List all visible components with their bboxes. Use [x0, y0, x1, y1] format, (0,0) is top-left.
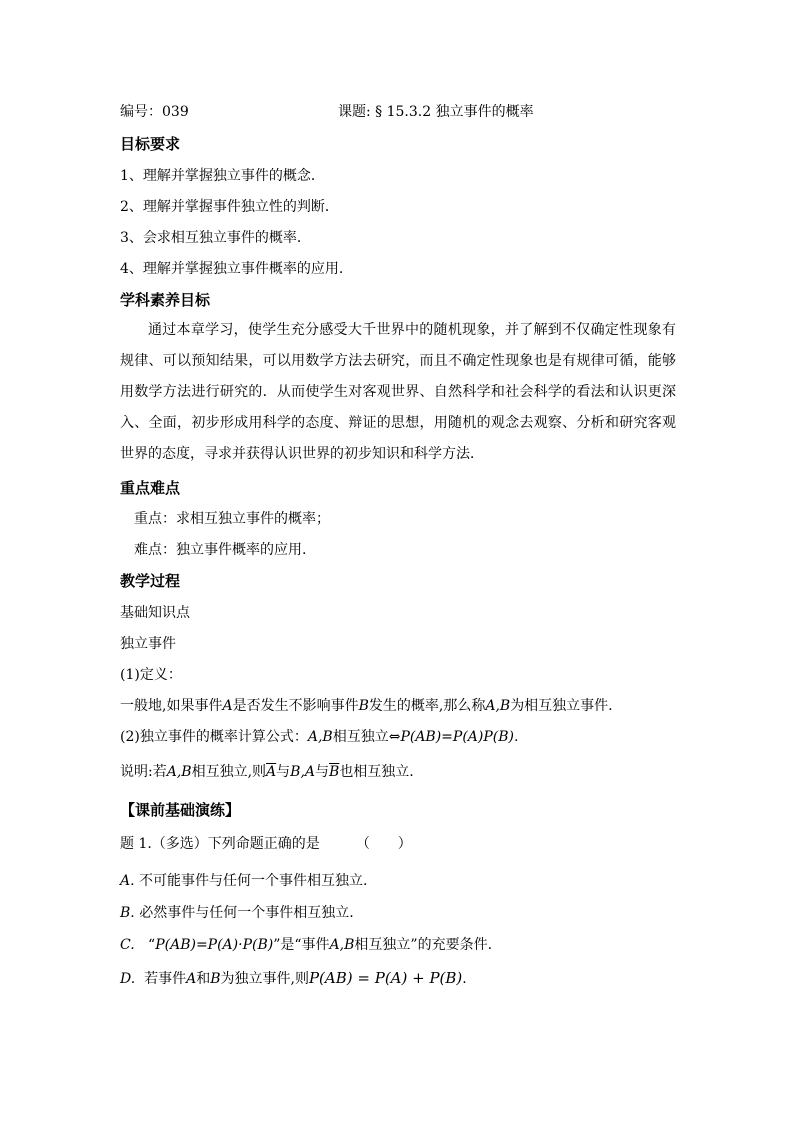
definition-text: 一般地,如果事件A是否发生不影响事件B发生的概率,那么称A,B为相互独立事件. — [120, 698, 613, 714]
overline-a: $\overline{A}$ — [266, 764, 277, 780]
key-focus: 重点：求相互独立事件的概率； — [134, 511, 330, 527]
option-a: A. 不可能事件与任何一个事件相互独立. — [120, 873, 368, 889]
answer-blank: （ ） — [355, 836, 412, 852]
section-title-process: 教学过程 — [120, 572, 181, 590]
section-title-literacy: 学科素养目标 — [120, 291, 211, 309]
goal-item: 2、理解并掌握事件独立性的判断． — [120, 199, 339, 215]
basics-heading: 基础知识点 — [120, 605, 190, 621]
key-difficulty: 难点：独立事件概率的应用. — [134, 542, 307, 558]
question-1: 题 1.（多选）下列命题正确的是 （ ） — [120, 836, 412, 852]
option-b: B. 必然事件与任何一个事件相互独立. — [120, 905, 354, 921]
overline-b: $\overline{B}$ — [329, 764, 340, 780]
literacy-paragraph: 通过本章学习，使学生充分感受大千世界中的随机现象，并了解到不仅确定性现象有规律、可以预知结果，可以用数学方法去研究，而且不确定性现象也是有规律可循，能够用数学方法进行研究的．从而使学生对客观世界、自然科学和社会科学的看法和认识更深入、全面，初步形成用科学的态度、辩证的思想，用随机的观念去观察、分析和研究客观世界的态度，寻求并获得认识世界的初步知识和科学方法． — [120, 322, 676, 462]
topic-heading: 独立事件 — [120, 636, 176, 652]
note-line: 说明:若A,B相互独立,则$\overline{A}$与B,A与$\overline{B}$也相互独立. — [120, 764, 414, 780]
goal-item: 3、会求相互独立事件的概率． — [120, 230, 311, 246]
section-title-goals: 目标要求 — [120, 135, 181, 153]
formula-line: (2)独立事件的概率计算公式：A,B相互独立⇔P(AB)=P(A)P(B). — [120, 729, 519, 745]
goal-item: 1、理解并掌握独立事件的概念． — [120, 168, 325, 184]
lesson-number: 编号：039 — [120, 104, 189, 120]
option-c: C. “P(AB)=P(A)·P(B)”是“事件A,B相互独立”的充要条件. — [120, 937, 493, 953]
header-line — [120, 102, 534, 122]
section-title-key-points: 重点难点 — [120, 479, 181, 497]
option-d: D. 若事件A和B为独立事件,则P(AB) = P(A) + P(B). — [120, 969, 467, 987]
practice-title: 【课前基础演练】 — [120, 801, 241, 819]
definition-label: (1)定义： — [120, 667, 182, 683]
lesson-topic: 课题: § 15.3.2 独立事件的概率 — [338, 104, 534, 120]
goal-item: 4、理解并掌握独立事件概率的应用. — [120, 261, 344, 277]
